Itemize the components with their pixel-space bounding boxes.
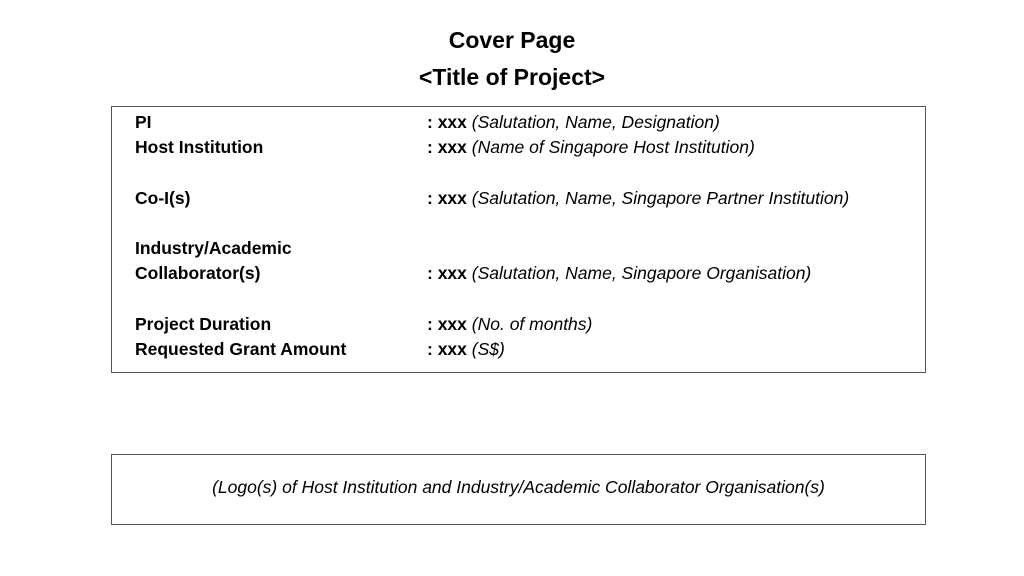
project-title: <Title of Project> bbox=[418, 64, 606, 90]
label-pi: PI bbox=[135, 112, 152, 132]
value-pi: : xxx (Salutation, Name, Designation) bbox=[427, 112, 720, 132]
logo-box bbox=[111, 454, 926, 525]
value-duration: : xxx (No. of months) bbox=[427, 314, 593, 334]
label-coi: Co-I(s) bbox=[135, 188, 191, 208]
label-duration: Project Duration bbox=[135, 314, 272, 334]
value-collaborator: : xxx (Salutation, Name, Singapore Organisation) bbox=[427, 263, 812, 283]
label-collaborator: Collaborator(s) bbox=[135, 263, 261, 283]
page-title: Cover Page bbox=[448, 27, 576, 53]
value-coi: : xxx (Salutation, Name, Singapore Partner Institution) bbox=[427, 188, 850, 208]
value-host: : xxx (Name of Singapore Host Institution) bbox=[427, 137, 755, 157]
logo-placeholder: (Logo(s) of Host Institution and Industry/Academic Collaborator Organisation(s) bbox=[212, 477, 825, 497]
label-industry: Industry/Academic bbox=[135, 238, 292, 258]
label-grant: Requested Grant Amount bbox=[135, 339, 347, 359]
label-host: Host Institution bbox=[135, 137, 264, 157]
details-box bbox=[111, 106, 926, 373]
value-grant: : xxx (S$) bbox=[427, 339, 505, 359]
